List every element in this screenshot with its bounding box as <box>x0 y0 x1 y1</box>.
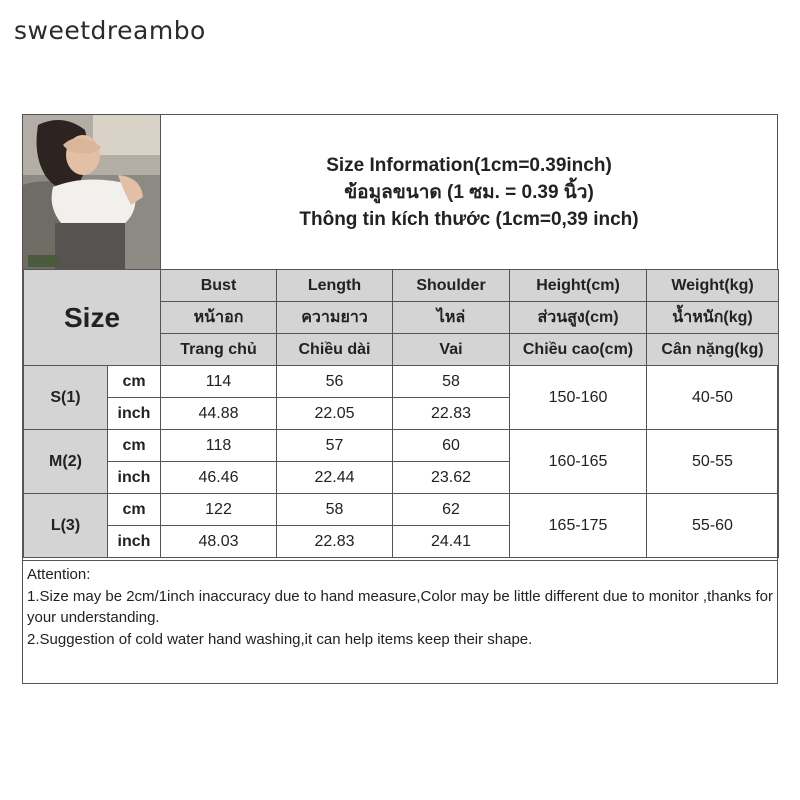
table-row <box>24 494 779 526</box>
header-length-vi: Chiều dài <box>277 334 393 366</box>
weight-range: 50-55 <box>647 430 779 494</box>
unit-cm: cm <box>108 494 161 526</box>
unit-inch: inch <box>108 462 161 494</box>
header-shoulder-vi: Vai <box>393 334 510 366</box>
header-height-vi: Chiều cao(cm) <box>510 334 647 366</box>
header-row-en <box>24 270 779 302</box>
header-bust-th: หน้าอก <box>161 302 277 334</box>
shoulder-cm: 62 <box>393 494 510 526</box>
size-header: Size <box>24 270 161 366</box>
bust-cm: 114 <box>161 366 277 398</box>
table-row <box>24 366 779 398</box>
notes-heading: Attention: <box>27 566 91 583</box>
shoulder-cm: 58 <box>393 366 510 398</box>
product-photo <box>23 115 161 269</box>
length-inch: 22.44 <box>277 462 393 494</box>
header-weight: Weight(kg) <box>647 270 779 302</box>
bust-inch: 46.46 <box>161 462 277 494</box>
shoulder-inch: 23.62 <box>393 462 510 494</box>
unit-inch: inch <box>108 398 161 430</box>
header-length-th: ความยาว <box>277 302 393 334</box>
unit-cm: cm <box>108 366 161 398</box>
notes-line-1: 1.Size may be 2cm/1inch inaccuracy due to hand measure,Color may be little different due to monitor ,thanks for your understanding. <box>27 587 773 626</box>
weight-range: 55-60 <box>647 494 779 558</box>
size-table <box>23 269 779 558</box>
shoulder-cm: 60 <box>393 430 510 462</box>
shoulder-inch: 24.41 <box>393 526 510 558</box>
header-shoulder: Shoulder <box>393 270 510 302</box>
header-weight-th: น้ำหนัก(kg) <box>647 302 779 334</box>
header-length: Length <box>277 270 393 302</box>
attention-notes <box>23 560 777 653</box>
length-cm: 57 <box>277 430 393 462</box>
watermark-text: sweetdreambo <box>14 16 206 45</box>
length-inch: 22.05 <box>277 398 393 430</box>
shoulder-inch: 22.83 <box>393 398 510 430</box>
height-range: 165-175 <box>510 494 647 558</box>
size-label-l: L(3) <box>24 494 108 558</box>
table-row <box>24 430 779 462</box>
header-shoulder-th: ไหล่ <box>393 302 510 334</box>
length-cm: 56 <box>277 366 393 398</box>
bust-inch: 48.03 <box>161 526 277 558</box>
notes-line-2: 2.Suggestion of cold water hand washing,it can help items keep their shape. <box>27 630 533 648</box>
weight-range: 40-50 <box>647 366 779 430</box>
header-bust-vi: Trang chủ <box>161 334 277 366</box>
bust-inch: 44.88 <box>161 398 277 430</box>
length-inch: 22.83 <box>277 526 393 558</box>
header-weight-vi: Cân nặng(kg) <box>647 334 779 366</box>
unit-cm: cm <box>108 430 161 462</box>
height-range: 150-160 <box>510 366 647 430</box>
size-label-m: M(2) <box>24 430 108 494</box>
bust-cm: 122 <box>161 494 277 526</box>
title-thai: ข้อมูลขนาด (1 ซม. = 0.39 นิ้ว) <box>344 181 594 203</box>
size-label-s: S(1) <box>24 366 108 430</box>
header-height-th: ส่วนสูง(cm) <box>510 302 647 334</box>
header-bust: Bust <box>161 270 277 302</box>
header-height: Height(cm) <box>510 270 647 302</box>
size-info-title <box>161 115 777 269</box>
bust-cm: 118 <box>161 430 277 462</box>
height-range: 160-165 <box>510 430 647 494</box>
unit-inch: inch <box>108 526 161 558</box>
length-cm: 58 <box>277 494 393 526</box>
title-english: Size Information(1cm=0.39inch) <box>326 154 612 176</box>
size-chart <box>22 114 778 684</box>
title-vietnamese: Thông tin kích thước (1cm=0,39 inch) <box>299 208 639 230</box>
